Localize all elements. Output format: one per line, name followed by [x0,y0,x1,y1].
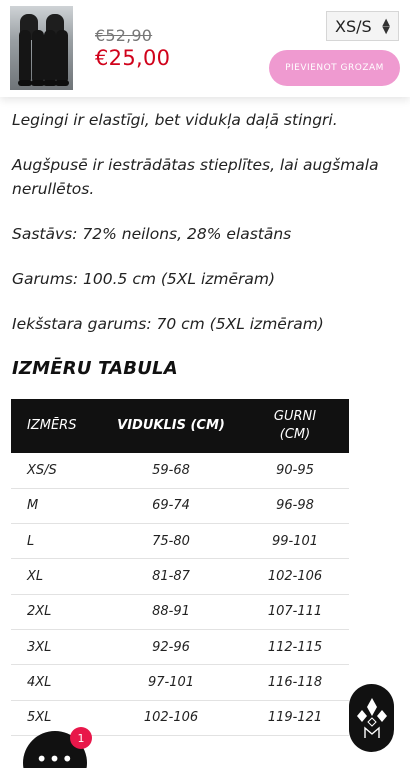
cell-size: M [11,488,101,523]
cell-waist: 88-91 [101,594,241,629]
table-row [11,524,349,559]
add-to-cart-button[interactable]: PIEVIENOT GROZAM [269,50,400,86]
cell-waist: 69-74 [101,488,241,523]
cell-waist: 81-87 [101,559,241,594]
cell-size: 3XL [11,629,101,664]
cell-hips: 102-106 [241,559,349,594]
size-select-value: XS/S [335,16,372,36]
shoe-shape [18,80,32,86]
header-hips: GURNI (CM) [241,399,349,453]
sticky-product-bar [0,0,410,97]
table-row [11,559,349,594]
shoe-shape [55,80,69,86]
brand-logo-button[interactable] [349,684,394,752]
chat-notification-badge: 1 [70,727,92,749]
chat-dots-icon: ••• [35,747,75,768]
cell-size: XL [11,559,101,594]
cell-size: L [11,524,101,559]
brand-logo-icon [356,696,388,740]
size-select[interactable] [326,11,399,41]
leg-shape [44,30,56,82]
header-size: IZMĒRS [11,399,101,453]
leg-shape [19,30,31,82]
cell-size: XS/S [11,453,101,488]
description-paragraph: Iekšstara garums: 70 cm (5XL izmēram) [12,315,324,333]
sale-price: €25,00 [95,46,171,70]
product-description [12,108,392,357]
description-paragraph: Garums: 100.5 cm (5XL izmēram) [12,270,276,288]
old-price: €52,90 [95,26,153,45]
cell-hips: 96-98 [241,488,349,523]
size-table [11,399,349,736]
cell-waist: 59-68 [101,453,241,488]
cell-waist: 102-106 [101,700,241,735]
header-waist: VIDUKLIS (CM) [101,399,241,453]
leg-shape [32,30,44,82]
cell-size: 4XL [11,665,101,700]
cell-hips: 112-115 [241,629,349,664]
table-row [11,700,349,735]
cell-size: 2XL [11,594,101,629]
leg-shape [56,30,68,82]
cell-waist: 92-96 [101,629,241,664]
size-table-header-row [11,399,349,453]
table-row [11,488,349,523]
cell-hips: 119-121 [241,700,349,735]
description-paragraph: Augšpusē ir iestrādātas stieplītes, lai augšmala nerullētos. [12,156,379,198]
cell-hips: 90-95 [241,453,349,488]
cell-waist: 97-101 [101,665,241,700]
chevron-up-down-icon: ▲ ▼ [382,17,390,36]
cell-hips: 107-111 [241,594,349,629]
cell-hips: 116-118 [241,665,349,700]
cell-waist: 75-80 [101,524,241,559]
table-row [11,594,349,629]
description-paragraph: Sastāvs: 72% neilons, 28% elastāns [12,225,292,243]
description-paragraph: Legingi ir elastīgi, bet vidukļa daļā stingri. [12,111,338,129]
product-thumbnail[interactable] [10,6,73,90]
table-row [11,629,349,664]
table-row [11,665,349,700]
cell-size: 5XL [11,700,101,735]
size-table-title: IZMĒRU TABULA [12,358,178,379]
cell-hips: 99-101 [241,524,349,559]
table-row [11,453,349,488]
